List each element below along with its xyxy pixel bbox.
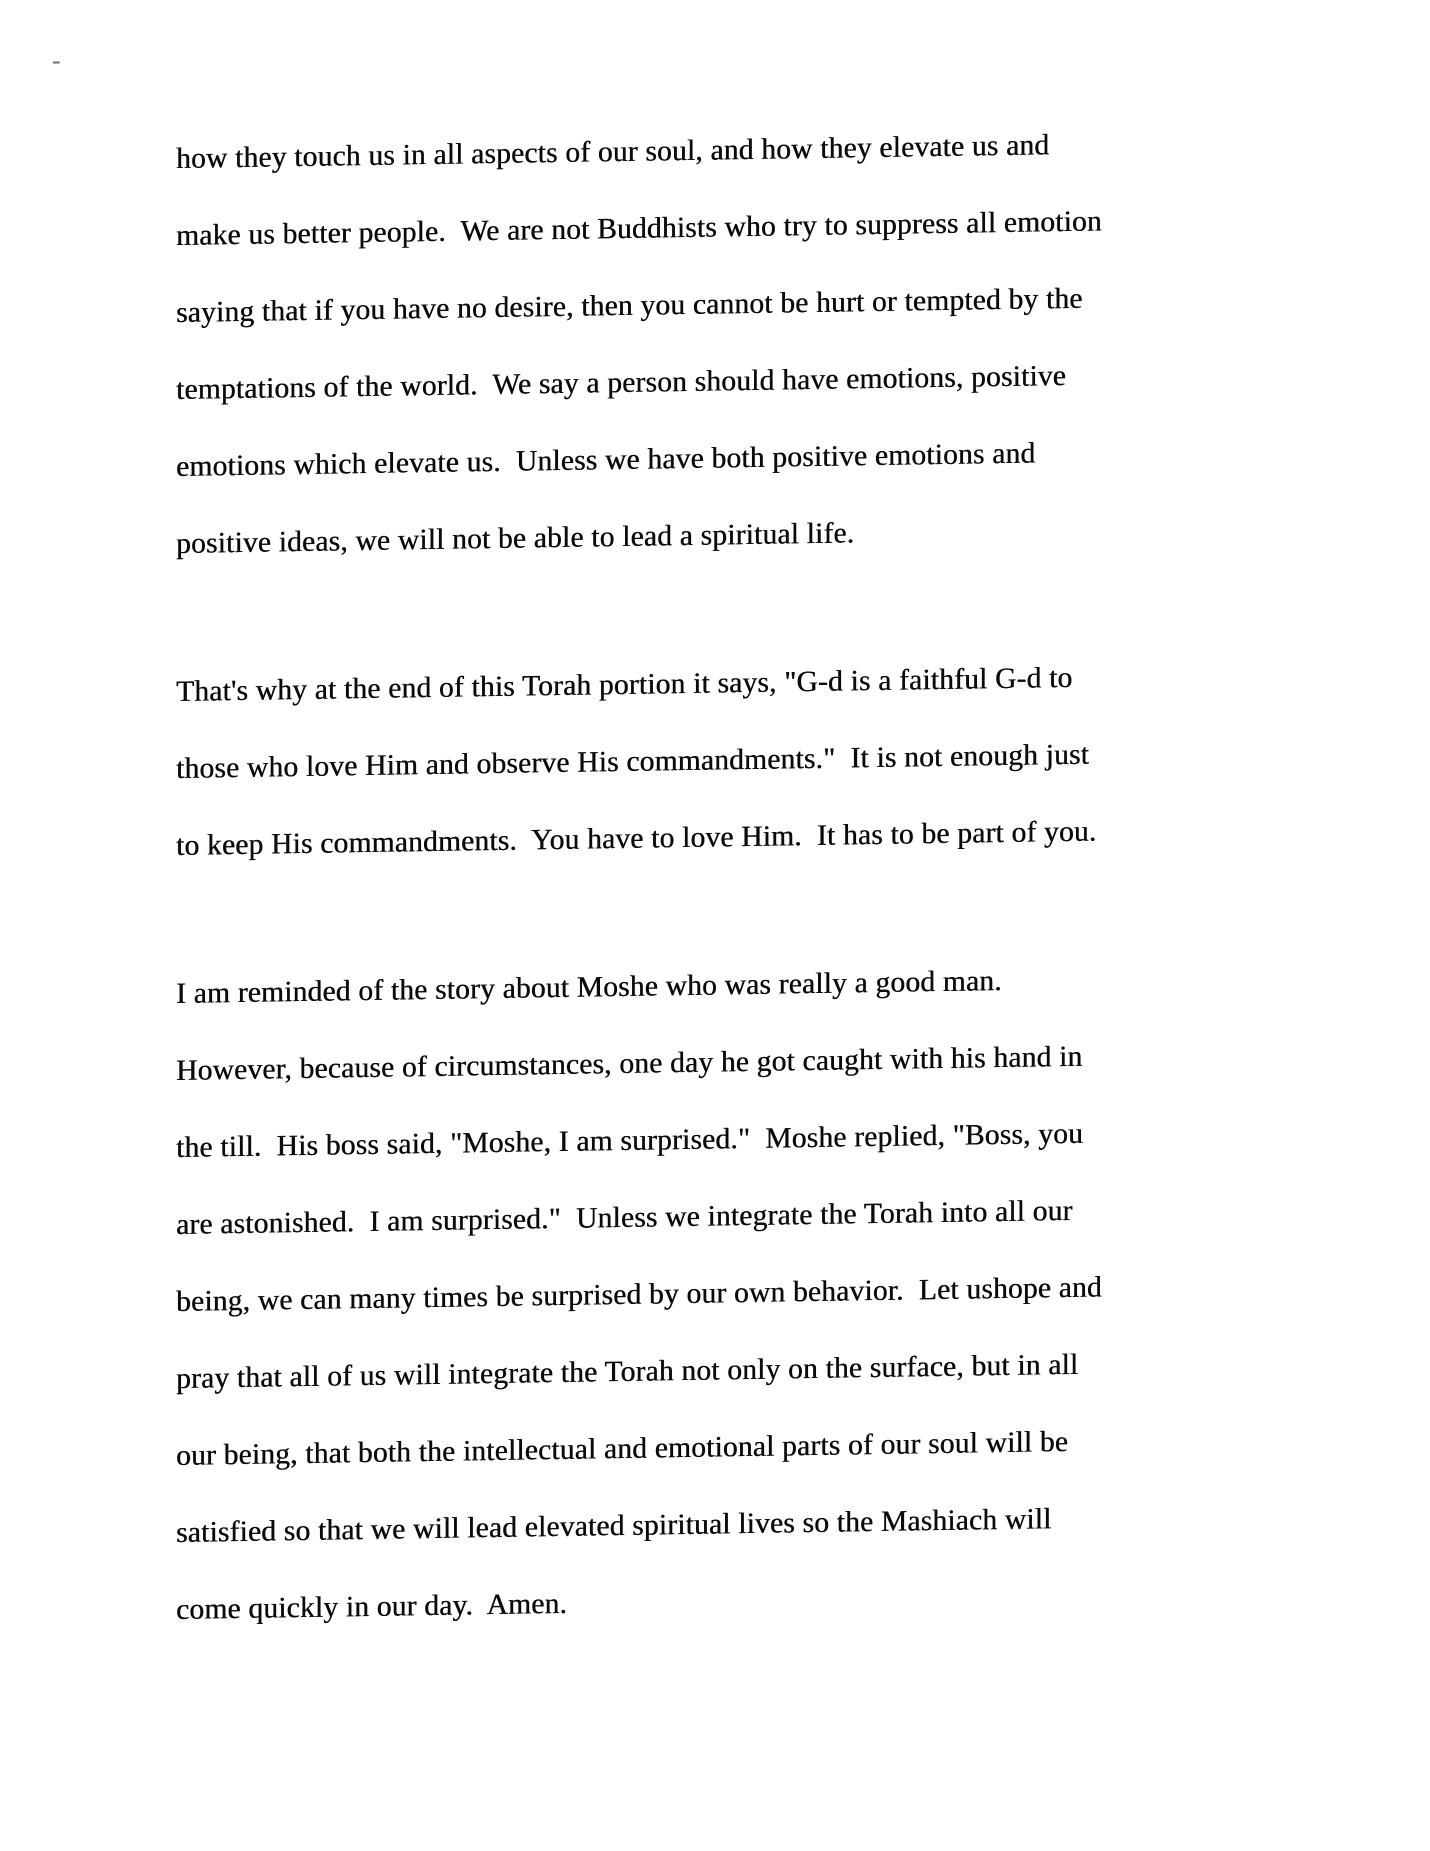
text-line: positive ideas, we will not be able to lead a spiritual life. — [176, 517, 855, 560]
text-line: saying that if you have no desire, then you cannot be hurt or tempted by the — [176, 282, 1083, 329]
paragraph-emotions — [176, 105, 1221, 583]
text-line: how they touch us in all aspects of our soul, and how they elevate us and — [176, 129, 1050, 175]
text-line: being, we can many times be surprised by our own behavior. Let ushope and — [176, 1271, 1102, 1318]
paragraph-moshe-story — [176, 940, 1221, 1649]
text-line: our being, that both the intellectual and emotional parts of our soul will be — [176, 1425, 1069, 1472]
document-text — [176, 105, 1221, 1649]
text-line: satisfied so that we will lead elevated spiritual lives so the Mashiach will — [176, 1503, 1052, 1549]
text-line: are astonished. I am surprised." Unless we integrate the Torah into all our — [176, 1194, 1073, 1241]
text-line: temptations of the world. We say a person should have emotions, positive — [176, 360, 1066, 406]
text-line: make us better people. We are not Buddhists who try to suppress all emotion — [176, 205, 1102, 252]
text-line: those who love Him and observe His commandments." It is not enough just — [176, 738, 1089, 785]
text-line: pray that all of us will integrate the Torah not only on the surface, but in all — [176, 1348, 1079, 1395]
text-line: come quickly in our day. Amen. — [176, 1587, 567, 1626]
text-line: emotions which elevate us. Unless we have both positive emotions and — [176, 437, 1036, 483]
text-line: to keep His commandments. You have to love Him. It has to be part of you. — [176, 815, 1097, 862]
text-line: However, because of circumstances, one day he got caught with his hand in — [176, 1040, 1083, 1087]
text-line: I am reminded of the story about Moshe who was really a good man. — [176, 965, 1002, 1010]
text-line: the till. His boss said, "Moshe, I am surprised." Moshe replied, "Boss, you — [176, 1117, 1083, 1164]
text-line: That's why at the end of this Torah portion it says, "G-d is a faithful G-d to — [176, 661, 1073, 708]
paragraph-torah-portion — [176, 638, 1221, 885]
scan-artifact-dash: - — [52, 46, 61, 75]
